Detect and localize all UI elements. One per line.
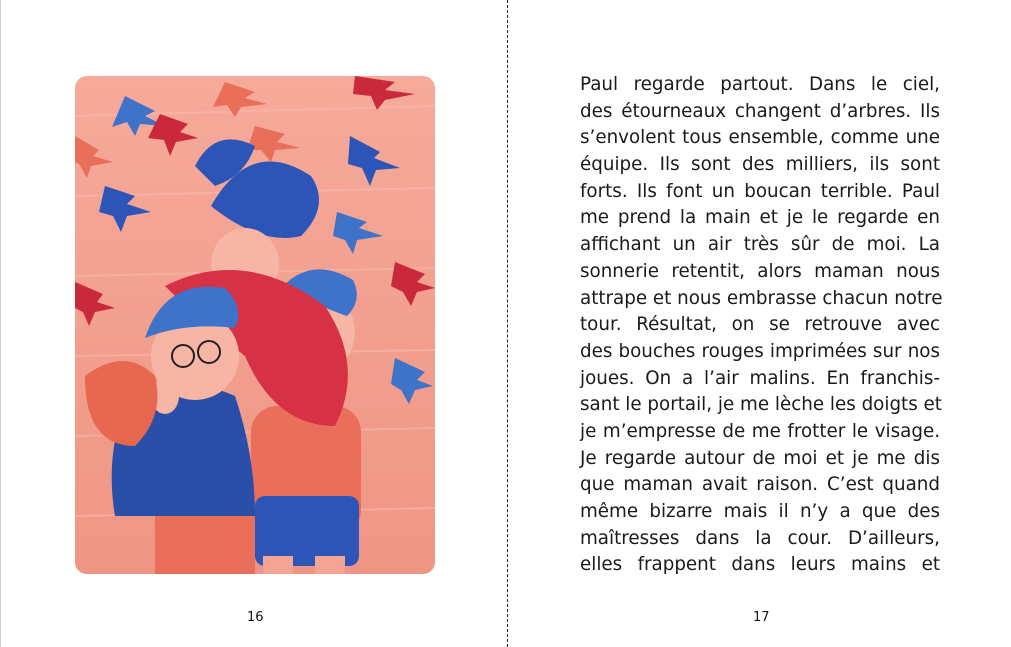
right-page [509,0,1011,647]
text-line: me prend la main et je le regarde en [580,207,940,229]
text-line: Je regarde autour de moi et je me dis [580,447,940,469]
text-line: des étourneaux changent d’arbres. Ils [580,100,940,122]
text-line: des bouches rouges imprimées sur nos [580,340,940,362]
page-number-right: 17 [753,610,770,625]
text-line: sant le portail, je me lèche les doigts et [580,394,942,416]
text-line: même bizarre mais il n’y a que des [580,501,940,522]
story-text [580,72,943,579]
page-gutter-dashed-line [507,0,508,647]
text-line: attrape et nous embrasse chacun notre [580,287,943,309]
text-line: Paul regarde partout. Dans le ciel, [580,74,940,95]
text-line: elles frappent dans leurs mains et [580,554,940,576]
text-line: s’envolent tous ensemble, comme une [580,127,940,149]
text-line: maîtresses dans la cour. D’ailleurs, [580,527,940,549]
text-line: que maman avait raison. C’est quand [580,474,940,496]
illustration [75,76,435,574]
text-line: tour. Résultat, on se retrouve avec [580,314,940,336]
family-hug-illustration-icon [75,76,435,574]
text-line: forts. Ils font un boucan terrible. Paul [580,180,940,202]
text-line: joues. On a l’air malins. En franchis- [580,367,940,389]
text-line: sonnerie retentit, alors maman nous [580,260,940,282]
page-number-left: 16 [247,610,264,625]
text-line: affichant un air très sûr de moi. La [580,234,940,256]
text-line: je m’empresse de me frotter le visage. [580,420,940,442]
text-line: équipe. Ils sont des milliers, ils sont [580,154,940,176]
